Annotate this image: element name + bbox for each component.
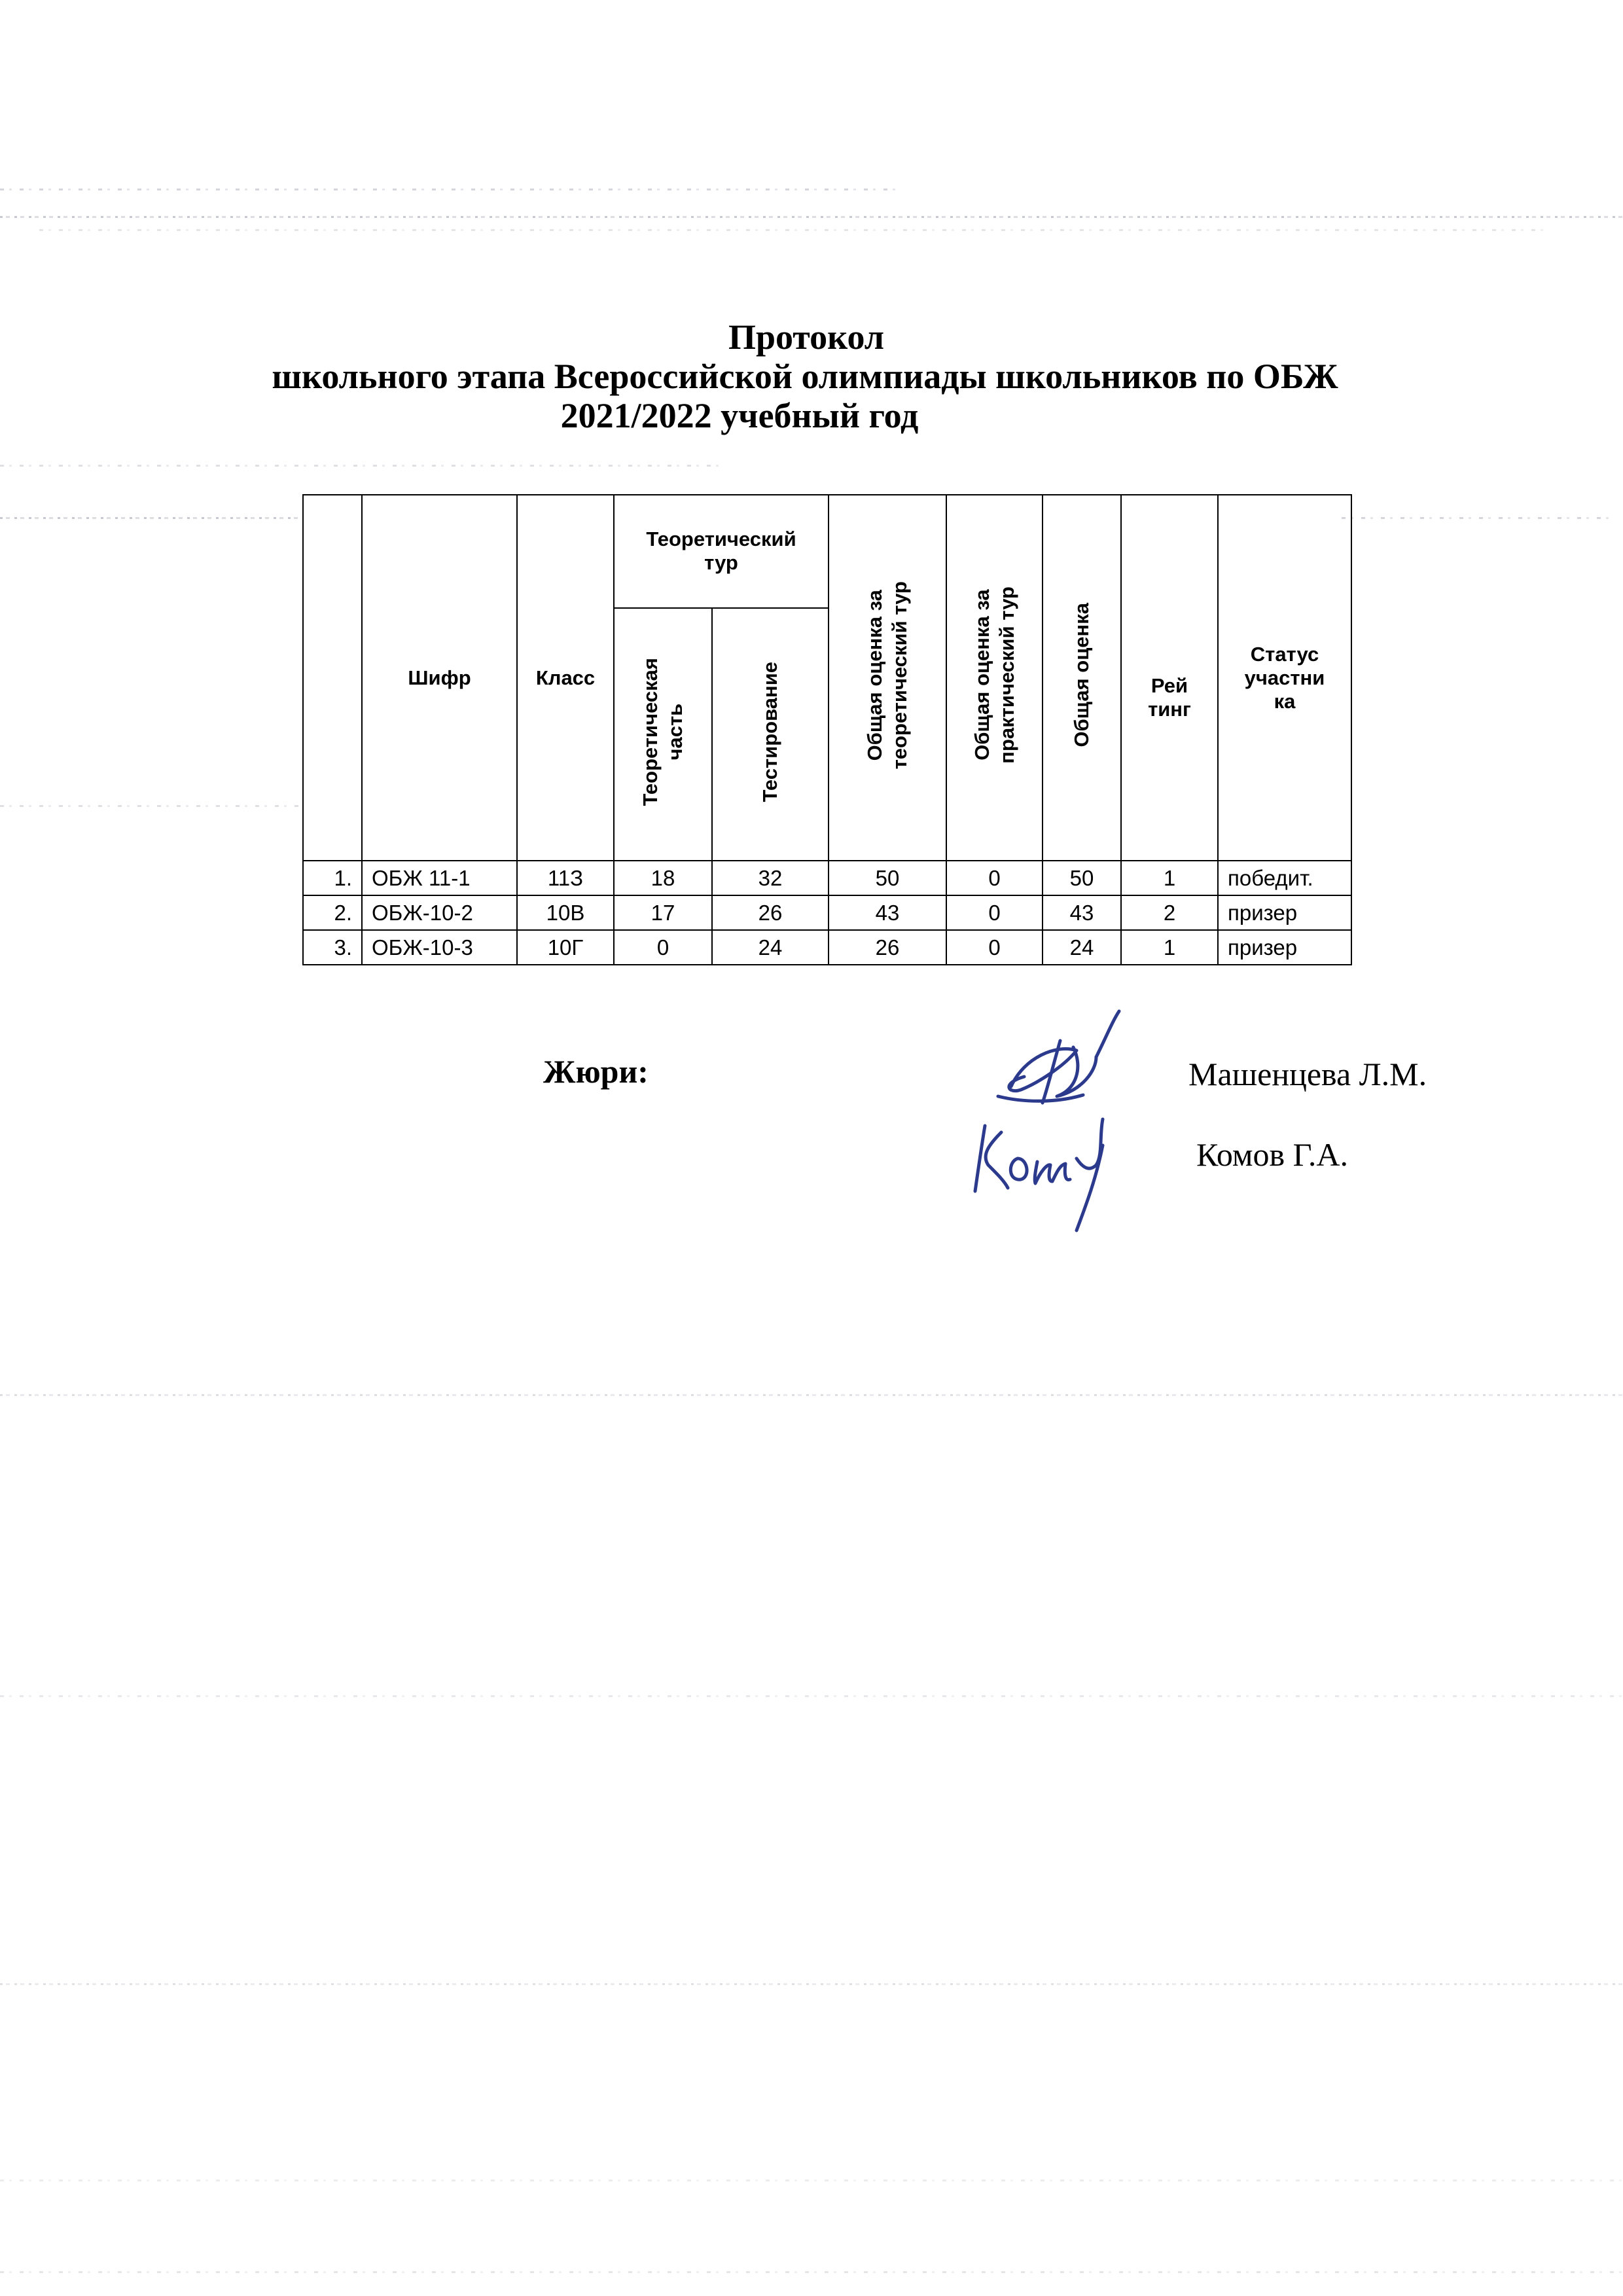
- header-total-practice-label: Общая оценка за практический тур: [970, 586, 1018, 764]
- row-code: ОБЖ 11-1: [362, 861, 517, 895]
- header-total: [1043, 495, 1121, 861]
- table-row: [303, 861, 1351, 895]
- row-testing: 24: [712, 930, 829, 965]
- row-total-theory: 50: [829, 861, 946, 895]
- row-total-theory: 26: [829, 930, 946, 965]
- jury-label: Жюри:: [543, 1053, 649, 1090]
- header-total-theory-label: Общая оценка за теоретический тур: [863, 581, 911, 770]
- row-testing: 26: [712, 895, 829, 930]
- table-row: [303, 930, 1351, 965]
- header-total-label: Общая оценка: [1070, 603, 1093, 747]
- row-theory: 0: [614, 930, 712, 965]
- results-table: [302, 494, 1352, 965]
- jury-member-2: Комов Г.А.: [1196, 1136, 1349, 1173]
- signature-2: [962, 1106, 1158, 1237]
- row-number: 2.: [303, 895, 362, 930]
- row-number: 3.: [303, 930, 362, 965]
- header-total-theory: [829, 495, 946, 861]
- row-class: 10В: [517, 895, 614, 930]
- row-theory: 17: [614, 895, 712, 930]
- row-total: 50: [1043, 861, 1121, 895]
- header-total-practice: [946, 495, 1043, 861]
- header-theory-part: [614, 608, 712, 861]
- document-title: [0, 317, 1623, 435]
- row-status: призер: [1218, 895, 1351, 930]
- jury-member-1: Машенцева Л.М.: [1188, 1056, 1427, 1092]
- header-row-top: [303, 495, 1351, 608]
- header-class: Класс: [517, 495, 614, 861]
- row-total: 43: [1043, 895, 1121, 930]
- row-status: призер: [1218, 930, 1351, 965]
- title-line-year: 2021/2022 учебный год: [560, 396, 919, 435]
- row-theory: 18: [614, 861, 712, 895]
- row-total-practice: 0: [946, 930, 1043, 965]
- row-rating: 1: [1121, 930, 1218, 965]
- row-testing: 32: [712, 861, 829, 895]
- header-theory-part-label: Теоретическая часть: [639, 657, 687, 806]
- row-total-practice: 0: [946, 895, 1043, 930]
- table-row: [303, 895, 1351, 930]
- row-rating: 2: [1121, 895, 1218, 930]
- header-status-label: Статус участни ка: [1244, 642, 1325, 713]
- row-class: 11З: [517, 861, 614, 895]
- title-line-olympiad: школьного этапа Всероссийской олимпиады школьников по ОБЖ: [272, 357, 1338, 396]
- header-theory-round: [614, 495, 829, 608]
- signature-1: [985, 1005, 1142, 1116]
- header-code: Шифр: [362, 495, 517, 861]
- header-testing: [712, 608, 829, 861]
- header-rating-label: Рей тинг: [1148, 673, 1191, 721]
- row-total-practice: 0: [946, 861, 1043, 895]
- row-code: ОБЖ-10-3: [362, 930, 517, 965]
- row-total-theory: 43: [829, 895, 946, 930]
- row-total: 24: [1043, 930, 1121, 965]
- row-rating: 1: [1121, 861, 1218, 895]
- header-rating: [1121, 495, 1218, 861]
- row-code: ОБЖ-10-2: [362, 895, 517, 930]
- header-testing-label: Тестирование: [758, 661, 781, 802]
- row-status: победит.: [1218, 861, 1351, 895]
- header-theory-round-label: Теоретический тур: [646, 528, 796, 575]
- header-num: [303, 495, 362, 861]
- header-status: [1218, 495, 1351, 861]
- row-number: 1.: [303, 861, 362, 895]
- row-class: 10Г: [517, 930, 614, 965]
- title-line-protocol: Протокол: [728, 317, 885, 357]
